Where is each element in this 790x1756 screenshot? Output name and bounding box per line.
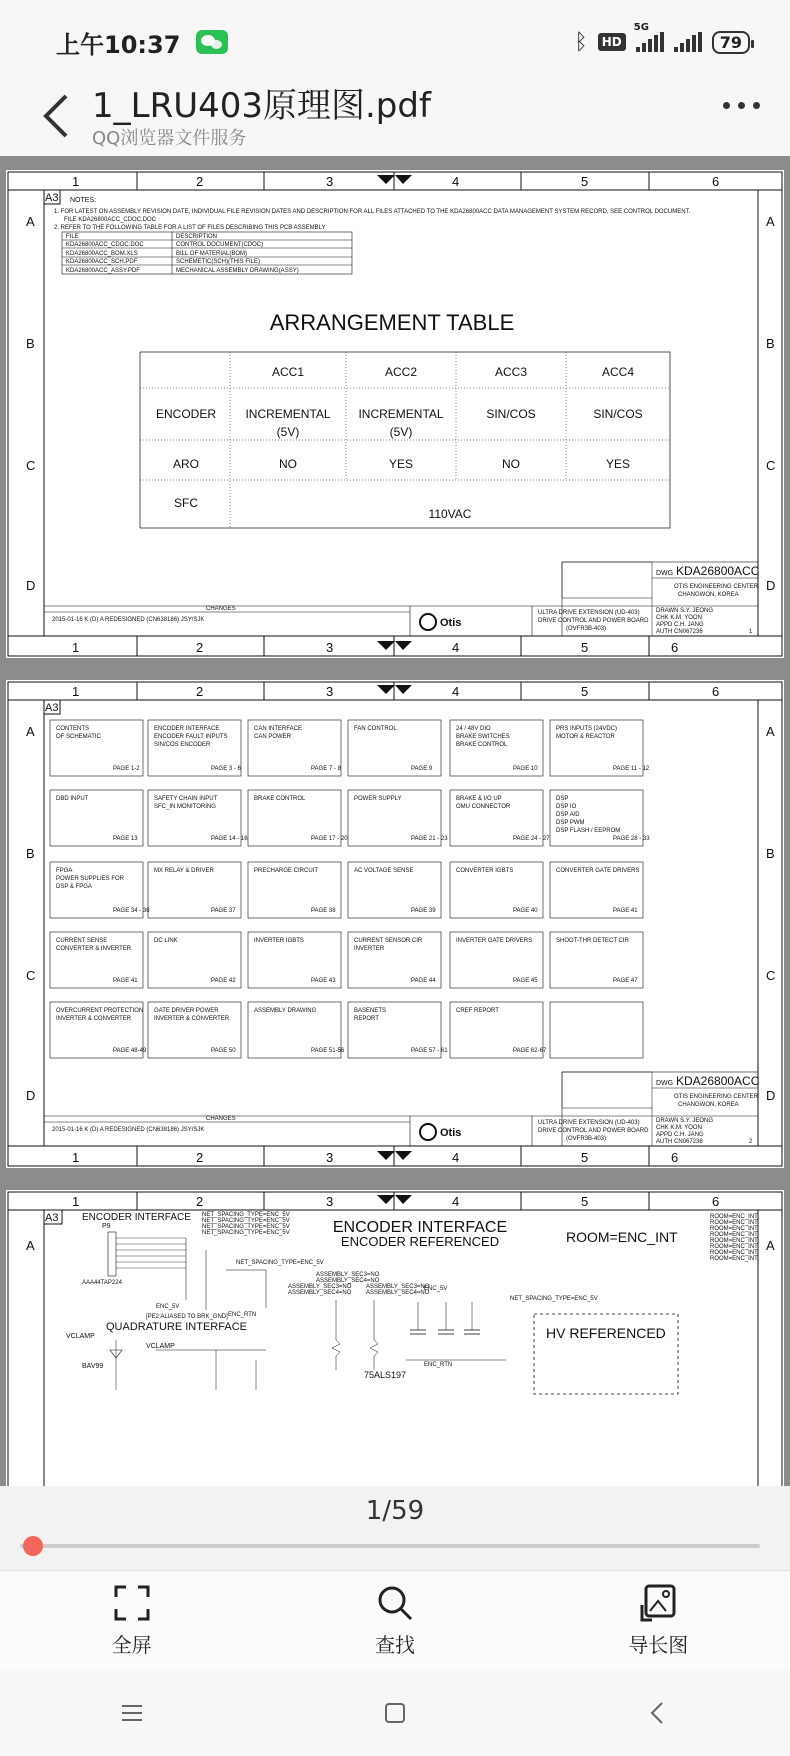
contents-block-line: POWER SUPPLIES FOR xyxy=(56,876,125,882)
contents-block-line: CONTENTS xyxy=(56,726,89,732)
contents-block-line: CURRENT SENSE xyxy=(56,938,108,944)
home-square-icon xyxy=(381,1699,409,1727)
contents-block-page: PAGE 24 - 27 xyxy=(513,836,550,842)
col-label: 2 xyxy=(196,640,204,655)
file-table xyxy=(62,232,352,274)
contents-block-line: SHOOT-THR DETECT CIR xyxy=(556,938,629,944)
col-label: 5 xyxy=(581,1194,589,1209)
col-label: 4 xyxy=(452,684,460,699)
nav-home-button[interactable] xyxy=(365,1693,425,1733)
contents-block-page: PAGE 44 xyxy=(411,978,436,984)
engineering-center: OTIS ENGINEERING CENTER xyxy=(674,1094,759,1100)
contents-block-line: DSP PWM xyxy=(556,820,585,826)
row-label: C xyxy=(26,968,36,983)
arr-cell: NO xyxy=(279,457,297,471)
col-label: 1 xyxy=(72,1150,80,1165)
contents-block-page: PAGE 17 - 20 xyxy=(311,836,348,842)
contents-block-line: CONVERTER & INVERTER xyxy=(56,946,132,952)
long-image-label: 导长图 xyxy=(628,1633,689,1657)
status-time: 上午10:37 xyxy=(56,30,181,59)
col-label: 4 xyxy=(452,174,460,189)
contents-block-line: CREF REPORT xyxy=(456,1008,499,1014)
fullscreen-icon xyxy=(112,1583,152,1623)
contents-block-page: PAGE 51-56 xyxy=(311,1048,345,1054)
board-desc-3: (OVFR3B-403) xyxy=(566,1136,607,1142)
contents-block-page: PAGE 40 xyxy=(513,908,538,914)
arrangement-table-title: ARRANGEMENT TABLE xyxy=(269,310,515,335)
contents-block xyxy=(550,1002,643,1058)
approved-by: APPD C.H. JANG xyxy=(656,622,704,628)
enc-rtn-net: ENC_RTN xyxy=(228,1312,257,1318)
arr-row-label: ARO xyxy=(172,457,200,471)
contents-block-page: PAGE 3 - 6 xyxy=(211,766,241,772)
room-entry: ROOM=ENC_INT xyxy=(710,1226,758,1232)
arr-cell: 110VAC xyxy=(428,507,472,521)
row-label: B xyxy=(766,846,775,861)
arr-header: ACC3 xyxy=(494,365,528,379)
file-cell: KDA26800ACC_SCH.PDF xyxy=(66,259,138,265)
contents-block-page: PAGE 11 - 12 xyxy=(613,766,650,772)
row-label: A xyxy=(766,724,775,739)
col-label: 4 xyxy=(452,1194,460,1209)
sheet-size: A3 xyxy=(45,1212,59,1224)
notes-title: NOTES: xyxy=(70,197,97,204)
arrangement-table xyxy=(140,352,670,528)
auth: AUTH CN067236 xyxy=(656,629,703,635)
col-label: 5 xyxy=(581,174,589,189)
image-export-icon xyxy=(638,1583,678,1623)
contents-block-line: GATE DRIVER POWER xyxy=(154,1008,219,1014)
assembly-label: ASSEMBLY_SEC3=NO xyxy=(288,1284,352,1290)
contents-block-line: CURRENT SENSOR CIR xyxy=(354,938,423,944)
drawn-by: DRAWN S.Y. JEONG xyxy=(656,608,714,614)
page-2-drawing xyxy=(6,680,784,1168)
wechat-icon xyxy=(196,30,228,54)
row-label: D xyxy=(26,1088,36,1103)
col-label: 6 xyxy=(712,174,720,189)
room-entry: ROOM=ENC_INT xyxy=(710,1244,758,1250)
col-label: 2 xyxy=(196,1194,204,1209)
col-label: 2 xyxy=(196,1150,204,1165)
net-label: NET_SPACING_TYPE=ENC_5V xyxy=(510,1296,598,1302)
contents-block-line: DSP A/D xyxy=(556,812,580,818)
board-desc-2: DRIVE CONTROL AND POWER BOARD xyxy=(538,618,649,624)
arr-header: ACC4 xyxy=(601,365,635,379)
contents-block-line: POWER SUPPLY xyxy=(354,796,402,802)
contents-block-page: PAGE 9 xyxy=(411,766,433,772)
room-entry: ROOM=ENC_INT xyxy=(710,1256,758,1262)
file-cell: SCHEMETIC(SCH)(THIS FILE) xyxy=(176,259,260,265)
bottom-toolbar xyxy=(0,1570,790,1670)
schematic-title: ENCODER INTERFACE xyxy=(332,1219,508,1236)
contents-block-line: SFC_IN MONITORING xyxy=(154,804,216,810)
contents-block-line: CAN INTERFACE xyxy=(254,726,303,732)
menu-icon xyxy=(118,1699,146,1727)
enc-5v-net: ENC_5V xyxy=(156,1304,180,1310)
title-block xyxy=(44,562,760,636)
contents-block-line: OVERCURRENT PROTECTION xyxy=(56,1008,144,1014)
more-options-button[interactable] xyxy=(723,102,760,109)
column-labels-top xyxy=(72,174,719,189)
approved-by: APPD C.H. JANG xyxy=(656,1132,704,1138)
hd-badge: HD xyxy=(598,33,626,51)
arr-header: ACC2 xyxy=(384,365,418,379)
arr-cell-sub: (5V) xyxy=(276,425,300,439)
document-title: 1_LRU403原理图.pdf xyxy=(92,86,431,126)
contents-block-line: 24 / 48V DIO xyxy=(456,726,491,732)
col-label: 5 xyxy=(581,1150,589,1165)
contents-block-page: PAGE 57 - 61 xyxy=(411,1048,448,1054)
room-entry: ROOM=ENC_INT xyxy=(710,1250,758,1256)
contents-block-page: PAGE 21 - 23 xyxy=(411,836,448,842)
contents-block-line: DC LINK xyxy=(154,938,178,944)
search-button[interactable] xyxy=(315,1583,475,1658)
net-label: NET_SPACING_TYPE=ENC_5V xyxy=(202,1230,290,1236)
arr-cell-sub: (5V) xyxy=(389,425,413,439)
schematic-subtitle: ENCODER REFERENCED xyxy=(340,1234,500,1249)
board-desc-1: ULTRA DRIVE EXTENSION (UD-403) xyxy=(538,1120,640,1126)
quadrature-title: QUADRATURE INTERFACE xyxy=(106,1321,247,1333)
contents-block-line: BASENETS xyxy=(354,1008,387,1014)
checked-by: CHK K.M. YOON xyxy=(656,615,702,621)
col-label: 6 xyxy=(712,1194,720,1209)
col-label: 3 xyxy=(326,684,334,699)
contents-block-line: BRAKE SWITCHES xyxy=(456,734,510,740)
back-chevron-icon xyxy=(644,1699,672,1727)
contents-block-line: SAFETY CHAIN INPUT xyxy=(154,796,218,802)
pdf-page-2 xyxy=(6,680,784,1168)
arr-cell: SIN/COS xyxy=(486,407,536,421)
contents-block-page: PAGE 39 xyxy=(411,908,436,914)
row-label: A xyxy=(26,214,35,229)
contents-block-line: MOTOR & REACTOR xyxy=(556,734,615,740)
drawn-by: DRAWN S.Y. JEONG xyxy=(656,1118,714,1124)
connector-part: AAA44TAP224 xyxy=(82,1280,122,1286)
contents-block-page: PAGE 48-49 xyxy=(113,1048,147,1054)
alias-note: [PE2 ALIASED TO BRK_GND] xyxy=(146,1314,228,1320)
file-cell: CONTROL DOCUMENT(CDOC) xyxy=(176,242,264,248)
revision-row: 2015-01-16 K (D) A REDESIGNED (CN638186) JSY/SJK xyxy=(52,1127,205,1133)
dwg-label: DWG xyxy=(656,570,674,577)
assembly-label: ASSEMBLY_SEC4=NO xyxy=(316,1278,380,1284)
contents-block-line: DBD INPUT xyxy=(56,796,89,802)
signal-5g-icon xyxy=(633,22,664,52)
row-label: A xyxy=(26,724,35,739)
row-label: D xyxy=(766,578,776,593)
contents-block-line: AC VOLTAGE SENSE xyxy=(354,868,414,874)
file-cell: KDA26800ACC_CDOC.DOC xyxy=(66,242,144,248)
arr-cell: YES xyxy=(388,457,414,471)
contents-block-line: ASSEMBLY DRAWING xyxy=(254,1008,317,1014)
contents-block-page: PAGE 7 - 8 xyxy=(311,766,341,772)
checked-by: CHK K.M. YOON xyxy=(656,1125,702,1131)
col-label: 1 xyxy=(72,174,80,189)
network-label: 5G xyxy=(633,22,649,33)
document-source: QQ浏览器文件服务 xyxy=(92,128,247,149)
net-label: NET_SPACING_TYPE=ENC_5V xyxy=(202,1224,290,1230)
row-label: A xyxy=(766,214,775,229)
contents-block-line: INVERTER xyxy=(354,946,385,952)
contents-block-page: PAGE 47 xyxy=(613,978,638,984)
arr-cell: NO xyxy=(502,457,520,471)
contents-block-page: PAGE 38 xyxy=(311,908,336,914)
contents-block-page: PAGE 43 xyxy=(311,978,336,984)
note-2: 2. REFER TO THE FOLLOWING TABLE FOR A LIST OF FILES DESCRIBING THIS PCB ASSEMBLY xyxy=(54,225,326,231)
location: CHANGWON, KOREA xyxy=(678,592,739,598)
ic-part: 75ALS197 xyxy=(364,1370,407,1380)
enc-5v-net: ENC_5V xyxy=(424,1286,448,1292)
contents-block-line: PRS INPUTS (24VDC) xyxy=(556,726,618,732)
vclamp-net: VCLAMP xyxy=(146,1343,175,1350)
left-section-title: ENCODER INTERFACE xyxy=(82,1212,191,1223)
assembly-label: ASSEMBLY_SEC4=NO xyxy=(366,1290,430,1296)
battery-icon: 79 xyxy=(712,31,750,54)
col-label: 1 xyxy=(72,1194,80,1209)
changes-label: CHANGES xyxy=(206,1116,236,1122)
contents-block-line: REPORT xyxy=(354,1016,379,1022)
contents-block-line: DSP FLASH / EEPROM xyxy=(556,828,621,834)
contents-block-page: PAGE 42 xyxy=(211,978,236,984)
progress-track xyxy=(20,1544,760,1548)
pdf-viewer[interactable] xyxy=(0,156,790,1486)
contents-block-page: PAGE 41 xyxy=(613,908,638,914)
contents-block-page: PAGE 41 xyxy=(113,978,138,984)
contents-block-line: DSP xyxy=(556,796,569,802)
contents-block-page: PAGE 10 xyxy=(513,766,538,772)
search-icon xyxy=(375,1583,415,1623)
assembly-label: ASSEMBLY_SEC3=NO xyxy=(366,1284,430,1290)
room-label: ROOM=ENC_INT xyxy=(566,1229,678,1245)
progress-thumb[interactable] xyxy=(23,1536,43,1556)
auth: AUTH CN067236 xyxy=(656,1139,703,1145)
col-label: 4 xyxy=(452,1150,460,1165)
row-label: D xyxy=(26,578,36,593)
arr-cell: INCREMENTAL xyxy=(358,407,444,421)
arr-cell: SIN/COS xyxy=(593,407,643,421)
contents-block-line: BRAKE CONTROL xyxy=(456,742,508,748)
contents-block-line: INVERTER GATE DRIVERS xyxy=(456,938,533,944)
col-label: 5 xyxy=(581,684,589,699)
sheet-number: 2 xyxy=(749,1139,753,1145)
sheet-size: A3 xyxy=(45,702,59,714)
room-entry: ROOM=ENC_INT xyxy=(710,1220,758,1226)
contents-block-page: PAGE 62-67 xyxy=(513,1048,547,1054)
arr-row-label: SFC xyxy=(174,496,198,510)
row-label: D xyxy=(766,1088,776,1103)
vclamp-label: VCLAMP xyxy=(66,1333,95,1340)
note-1: 1. FOR LATEST ON ASSEMBLY REVISION DATE, INDIVIDUAL FILE REVISION DATES AND DESCRIPTION FOR ALL FILES ATTACHED TO THE KDA26800ACC DATA MANAGEMENT SYSTEM RECORD, SEE CONTROL DOCUMENT. xyxy=(54,209,691,215)
location: CHANGWON, KOREA xyxy=(678,1102,739,1108)
room-entry: ROOM=ENC_INT xyxy=(710,1214,758,1220)
engineering-center: OTIS ENGINEERING CENTER xyxy=(674,584,759,590)
arr-cell: YES xyxy=(605,457,631,471)
col-label: 2 xyxy=(196,684,204,699)
row-label: B xyxy=(766,336,775,351)
col-label: 1 xyxy=(72,640,80,655)
sheet-size: A3 xyxy=(45,192,59,204)
assembly-label: ASSEMBLY_SEC3=NO xyxy=(316,1272,380,1278)
arr-cell: INCREMENTAL xyxy=(245,407,331,421)
assembly-label: ASSEMBLY_SEC4=NO xyxy=(288,1290,352,1296)
dwg-number: KDA26800ACC xyxy=(676,1074,760,1088)
row-label: C xyxy=(766,458,776,473)
app-header xyxy=(0,84,790,156)
contents-block-page: PAGE 14 - 16 xyxy=(211,836,248,842)
contents-block-page: PAGE 1-2 xyxy=(113,766,140,772)
changes-label: CHANGES xyxy=(206,606,236,612)
contents-block-line: CAN POWER xyxy=(254,734,292,740)
board-desc-1: ULTRA DRIVE EXTENSION (UD-403) xyxy=(538,610,640,616)
arr-row-label: ENCODER xyxy=(155,407,217,421)
search-label: 查找 xyxy=(374,1633,415,1657)
contents-block-page: PAGE 28 - 33 xyxy=(613,836,650,842)
net-label: NET_SPACING_TYPE=ENC_5V xyxy=(236,1260,324,1266)
signal-icon xyxy=(674,32,702,52)
col-label: 3 xyxy=(326,1150,334,1165)
nav-menu-button[interactable] xyxy=(102,1693,162,1733)
contents-block-line: MX RELAY & DRIVER xyxy=(154,868,214,874)
hv-referenced-label: HV REFERENCED xyxy=(546,1325,666,1341)
fullscreen-button[interactable] xyxy=(52,1583,212,1658)
col-label: 1 xyxy=(72,684,80,699)
col-label: 3 xyxy=(326,640,334,655)
row-label: C xyxy=(26,458,36,473)
row-label: A xyxy=(26,1238,35,1253)
row-label: A xyxy=(766,1238,775,1253)
net-label: NET_SPACING_TYPE=ENC_5V xyxy=(202,1218,290,1224)
contents-block-page: PAGE 34 - 36 xyxy=(113,908,150,914)
contents-block-line: OF SCHEMATIC xyxy=(56,734,101,740)
col-label: 6 xyxy=(671,640,679,655)
row-label: B xyxy=(26,846,35,861)
file-cell: FILE xyxy=(66,234,79,240)
contents-block-line: INVERTER IGBTS xyxy=(254,938,304,944)
long-image-button[interactable] xyxy=(578,1583,738,1658)
diode-part: BAV99 xyxy=(82,1363,104,1370)
contents-block-line: DSP & FPGA xyxy=(56,884,92,890)
col-label: 2 xyxy=(196,174,204,189)
enc-rtn-net: ENC_RTN xyxy=(424,1362,453,1368)
room-entry: ROOM=ENC_INT xyxy=(710,1238,758,1244)
contents-block-line: BRAKE & I/O UP xyxy=(456,796,502,802)
column-labels-bottom xyxy=(72,640,678,655)
contents-block-line: CONVERTER GATE DRIVERS xyxy=(556,868,640,874)
pdf-page-1 xyxy=(6,170,784,658)
status-icons xyxy=(574,22,750,55)
revision-row: 2015-01-16 K (D) A REDESIGNED (CN638186) JSY/SJK xyxy=(52,617,205,623)
status-bar xyxy=(0,0,790,84)
room-entry: ROOM=ENC_INT xyxy=(710,1232,758,1238)
file-cell: BILL OF MATERIAL(BOM) xyxy=(176,251,248,257)
dwg-number: KDA26800ACC xyxy=(676,564,760,578)
dwg-label: DWG xyxy=(656,1080,674,1087)
net-label: NET_SPACING_TYPE=ENC_5V xyxy=(202,1212,290,1218)
contents-block-line: ENCODER INTERFACE xyxy=(154,726,220,732)
file-cell: KDA26800ACC_ASSY.PDF xyxy=(66,268,140,274)
note-1b: FILE KDA26800ACC_CDOC.DOC xyxy=(64,217,157,223)
contents-block-page: PAGE 45 xyxy=(513,978,538,984)
contents-block-line: SIN/COS ENCODER xyxy=(154,742,211,748)
row-label: C xyxy=(766,968,776,983)
contents-block-page: PAGE 50 xyxy=(211,1048,236,1054)
page-progress-slider[interactable] xyxy=(20,1536,760,1556)
col-label: 3 xyxy=(326,174,334,189)
page-3-drawing xyxy=(6,1190,784,1486)
room-list xyxy=(710,1214,758,1262)
page-1-drawing xyxy=(6,170,784,658)
board-desc-3: (OVFR3B-403) xyxy=(566,626,607,632)
bluetooth-icon: ᛒ xyxy=(574,29,588,55)
contents-block-line: ENCODER FAULT INPUTS xyxy=(154,734,228,740)
contents-block-line: INVERTER & CONVERTER xyxy=(56,1016,132,1022)
file-cell: KDA26800ACC_BOM.XLS xyxy=(66,251,138,257)
back-button[interactable] xyxy=(36,88,76,144)
contents-block-line: FAN CONTROL xyxy=(354,726,397,732)
back-arrow-icon xyxy=(36,88,76,144)
system-nav-bar xyxy=(0,1670,790,1756)
contents-block-line: FPGA xyxy=(56,868,73,874)
fullscreen-label: 全屏 xyxy=(111,1633,152,1657)
page-counter: 1/59 xyxy=(0,1486,790,1536)
col-label: 3 xyxy=(326,1194,334,1209)
arr-header: ACC1 xyxy=(271,365,305,379)
contents-block-page: PAGE 13 xyxy=(113,836,138,842)
contents-block-line: INVERTER & CONVERTER xyxy=(154,1016,230,1022)
otis-logo: Otis xyxy=(440,617,462,629)
contents-block-line: OMU CONNECTOR xyxy=(456,804,511,810)
contents-block-line: PRECHARGE CIRCUIT xyxy=(254,868,319,874)
row-label: B xyxy=(26,336,35,351)
nav-back-button[interactable] xyxy=(628,1693,688,1733)
col-label: 6 xyxy=(671,1150,679,1165)
otis-logo: Otis xyxy=(440,1127,462,1139)
connector-p9 xyxy=(108,1232,186,1276)
contents-block-line: CONVERTER IGBTS xyxy=(456,868,514,874)
pdf-page-3 xyxy=(6,1190,784,1486)
connector-ref: P9 xyxy=(102,1223,111,1230)
sheet-number: 1 xyxy=(749,629,753,635)
col-label: 5 xyxy=(581,640,589,655)
contents-block-line: BRAKE CONTROL xyxy=(254,796,306,802)
board-desc-2: DRIVE CONTROL AND POWER BOARD xyxy=(538,1128,649,1134)
col-label: 6 xyxy=(712,684,720,699)
contents-grid xyxy=(50,720,650,1058)
file-cell: DESCRIPTION xyxy=(176,234,218,240)
col-label: 4 xyxy=(452,640,460,655)
file-cell: MECHANICAL ASSEMBLY DRAWING(ASSY) xyxy=(176,268,299,274)
contents-block-line: DSP IO xyxy=(556,804,577,810)
contents-block-page: PAGE 37 xyxy=(211,908,236,914)
